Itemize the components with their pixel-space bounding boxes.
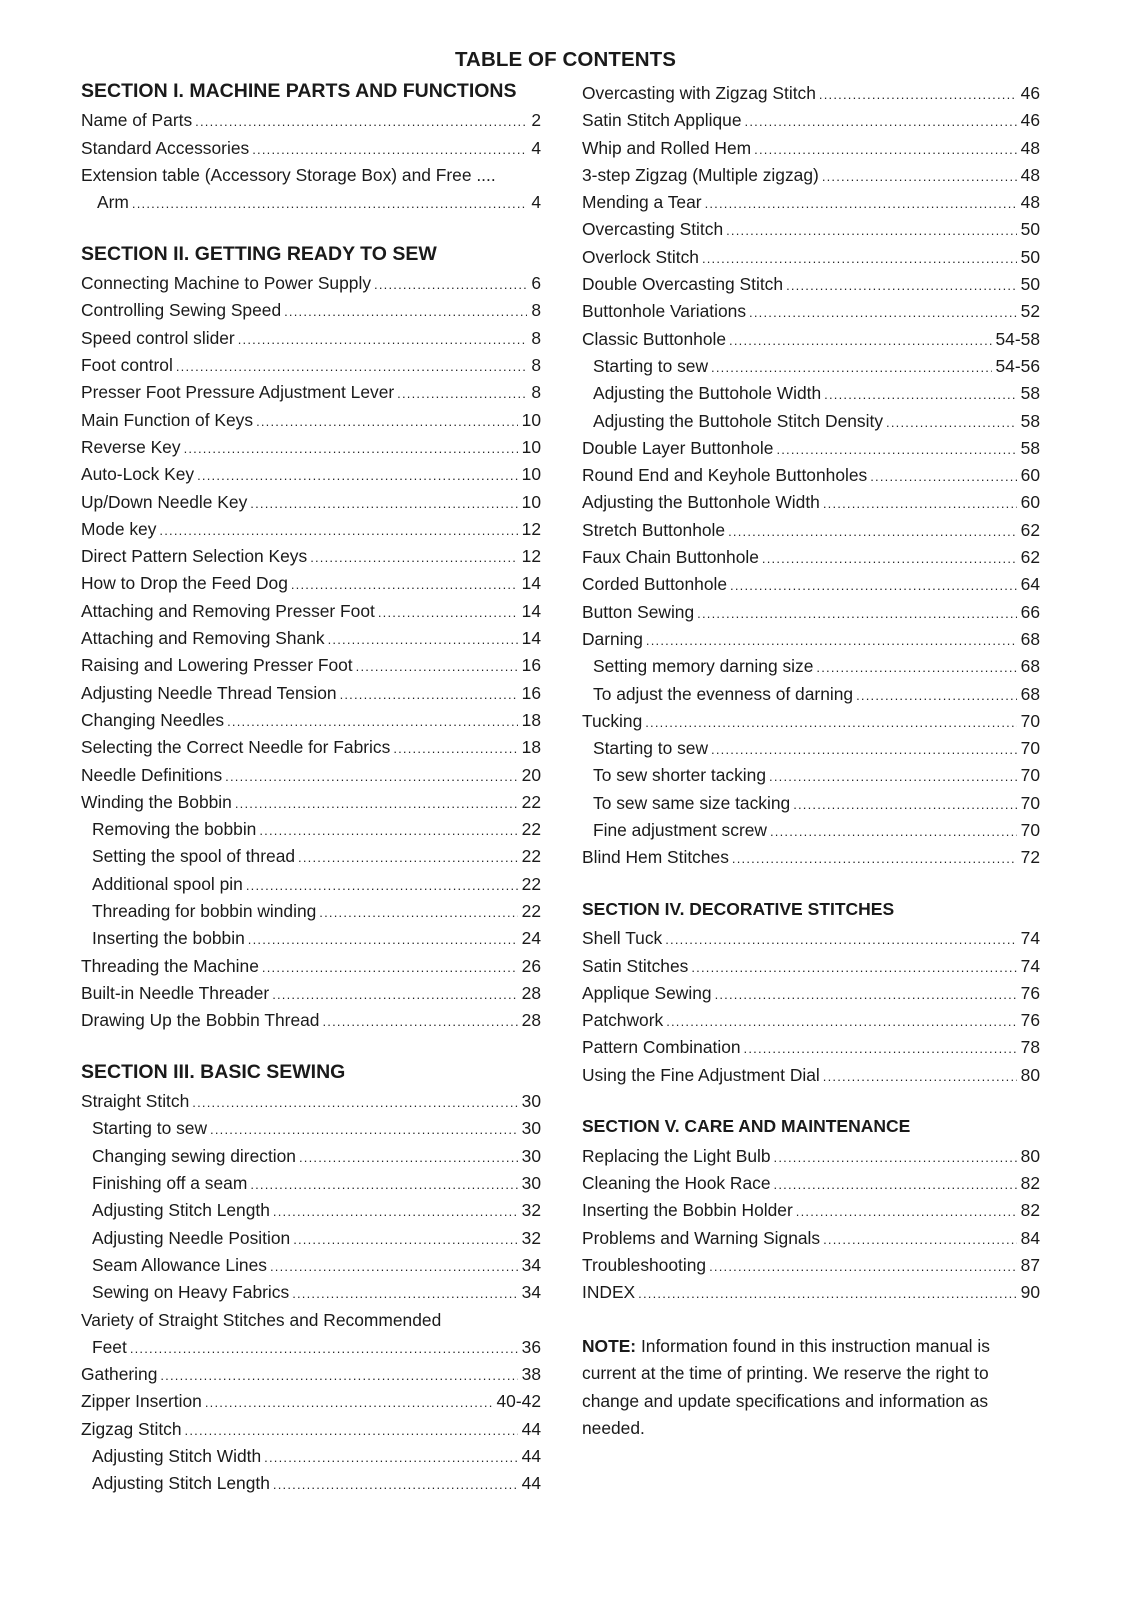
- toc-subentry[interactable]: Adjusting the Buttohole Width ..... 58: [582, 380, 1040, 407]
- toc-entry[interactable]: Tucking ..... 70: [582, 708, 1040, 735]
- section-heading: SECTION V. CARE AND MAINTENANCE: [582, 1116, 911, 1137]
- toc-entry[interactable]: Buttonhole Variations ..... 52: [582, 298, 1040, 325]
- toc-subentry[interactable]: Setting the spool of thread ..... 22: [81, 843, 541, 870]
- toc-entry[interactable]: Classic Buttonhole ..... 54-58: [582, 326, 1040, 353]
- toc-entry[interactable]: Satin Stitch Applique ..... 46: [582, 107, 1040, 134]
- toc-entry[interactable]: Pattern Combination ..... 78: [582, 1034, 1040, 1061]
- toc-subentry[interactable]: Removing the bobbin ..... 22: [81, 816, 541, 843]
- toc-subentry[interactable]: Inserting the bobbin ..... 24: [81, 925, 541, 952]
- toc-entry[interactable]: Controlling Sewing Speed ..... 8: [81, 297, 541, 324]
- toc-entry[interactable]: Inserting the Bobbin Holder ..... 82: [582, 1197, 1040, 1224]
- toc-entry[interactable]: Raising and Lowering Presser Foot ..... 16: [81, 652, 541, 679]
- toc-entry[interactable]: Needle Definitions ..... 20: [81, 762, 541, 789]
- toc-entry[interactable]: Overcasting with Zigzag Stitch ..... 46: [582, 80, 1040, 107]
- toc-entry[interactable]: Arm ..... 4: [81, 189, 541, 216]
- toc-entry[interactable]: Reverse Key ..... 10: [81, 434, 541, 461]
- toc-entry[interactable]: Overcasting Stitch ..... 50: [582, 216, 1040, 243]
- note-text: current at the time of printing. We reserve the right to: [582, 1363, 989, 1384]
- toc-subentry[interactable]: Additional spool pin ..... 22: [81, 871, 541, 898]
- toc-entry[interactable]: Speed control slider ..... 8: [81, 325, 541, 352]
- toc-entry[interactable]: Satin Stitches ..... 74: [582, 953, 1040, 980]
- toc-subentry[interactable]: Starting to sew ..... 70: [582, 735, 1040, 762]
- note-paragraph: [582, 1333, 1040, 1442]
- toc-entry[interactable]: Using the Fine Adjustment Dial ..... 80: [582, 1062, 1040, 1089]
- toc-subentry[interactable]: Finishing off a seam ..... 30: [81, 1170, 541, 1197]
- section-heading: SECTION II. GETTING READY TO SEW: [81, 242, 437, 265]
- toc-entry[interactable]: Patchwork ..... 76: [582, 1007, 1040, 1034]
- note-label: NOTE:: [582, 1335, 637, 1356]
- toc-entry[interactable]: 3-step Zigzag (Multiple zigzag) ..... 48: [582, 162, 1040, 189]
- toc-entry[interactable]: Mode key ..... 12: [81, 516, 541, 543]
- toc-entry[interactable]: Variety of Straight Stitches and Recommended: [81, 1309, 442, 1330]
- toc-entry[interactable]: Feet ..... 36: [81, 1334, 541, 1361]
- toc-entry[interactable]: Gathering ..... 38: [81, 1361, 541, 1388]
- toc-entry[interactable]: Adjusting Needle Thread Tension ..... 16: [81, 680, 541, 707]
- toc-entry[interactable]: Straight Stitch ..... 30: [81, 1088, 541, 1115]
- toc-right-column: [582, 80, 1040, 1442]
- toc-entry[interactable]: Whip and Rolled Hem ..... 48: [582, 135, 1040, 162]
- toc-entry[interactable]: Shell Tuck ..... 74: [582, 925, 1040, 952]
- toc-entry[interactable]: Threading the Machine ..... 26: [81, 953, 541, 980]
- toc-subentry[interactable]: Adjusting Needle Position ..... 32: [81, 1225, 541, 1252]
- toc-left-column: [81, 80, 541, 1498]
- toc-entry[interactable]: Mending a Tear ..... 48: [582, 189, 1040, 216]
- toc-subentry[interactable]: To sew same size tacking ..... 70: [582, 790, 1040, 817]
- toc-entry[interactable]: Zipper Insertion ..... 40-42: [81, 1388, 541, 1415]
- toc-entry[interactable]: Corded Buttonhole ..... 64: [582, 571, 1040, 598]
- toc-entry[interactable]: Attaching and Removing Shank ..... 14: [81, 625, 541, 652]
- toc-entry[interactable]: Zigzag Stitch ..... 44: [81, 1416, 541, 1443]
- page-title: TABLE OF CONTENTS: [454, 48, 677, 71]
- note-text: change and update specifications and information as: [582, 1390, 989, 1411]
- toc-entry[interactable]: Drawing Up the Bobbin Thread ..... 28: [81, 1007, 541, 1034]
- note-text: needed.: [582, 1417, 645, 1438]
- toc-entry[interactable]: Auto-Lock Key ..... 10: [81, 461, 541, 488]
- toc-entry[interactable]: Round End and Keyhole Buttonholes ..... 60: [582, 462, 1040, 489]
- toc-entry[interactable]: Blind Hem Stitches ..... 72: [582, 844, 1040, 871]
- section-heading: SECTION I. MACHINE PARTS AND FUNCTIONS: [81, 80, 517, 102]
- toc-entry[interactable]: Main Function of Keys ..... 10: [81, 407, 541, 434]
- toc-subentry[interactable]: Fine adjustment screw ..... 70: [582, 817, 1040, 844]
- toc-entry[interactable]: Name of Parts ..... 2: [81, 107, 541, 134]
- toc-subentry[interactable]: Setting memory darning size ..... 68: [582, 653, 1040, 680]
- toc-entry[interactable]: Button Sewing ..... 66: [582, 599, 1040, 626]
- toc-entry[interactable]: Double Layer Buttonhole ..... 58: [582, 435, 1040, 462]
- toc-entry[interactable]: Foot control ..... 8: [81, 352, 541, 379]
- toc-entry[interactable]: How to Drop the Feed Dog ..... 14: [81, 570, 541, 597]
- toc-subentry[interactable]: Starting to sew ..... 30: [81, 1115, 541, 1142]
- toc-entry[interactable]: Connecting Machine to Power Supply ..... 6: [81, 270, 541, 297]
- toc-subentry[interactable]: Adjusting Stitch Length ..... 44: [81, 1470, 541, 1497]
- toc-entry[interactable]: Replacing the Light Bulb ..... 80: [582, 1143, 1040, 1170]
- toc-subentry[interactable]: Starting to sew ..... 54-56: [582, 353, 1040, 380]
- toc-entry[interactable]: Built-in Needle Threader ..... 28: [81, 980, 541, 1007]
- toc-entry[interactable]: Extension table (Accessory Storage Box) and Free ....: [81, 164, 496, 185]
- toc-subentry[interactable]: To sew shorter tacking ..... 70: [582, 762, 1040, 789]
- toc-entry[interactable]: Winding the Bobbin ..... 22: [81, 789, 541, 816]
- toc-subentry[interactable]: To adjust the evenness of darning ..... 68: [582, 681, 1040, 708]
- toc-entry[interactable]: INDEX ..... 90: [582, 1279, 1040, 1306]
- toc-entry[interactable]: Changing Needles ..... 18: [81, 707, 541, 734]
- toc-entry[interactable]: Stretch Buttonhole ..... 62: [582, 517, 1040, 544]
- toc-entry[interactable]: Overlock Stitch ..... 50: [582, 244, 1040, 271]
- toc-entry[interactable]: Selecting the Correct Needle for Fabrics ..... 18: [81, 734, 541, 761]
- toc-entry[interactable]: Adjusting the Buttonhole Width ..... 60: [582, 489, 1040, 516]
- note-text: Information found in this instruction manual is: [640, 1335, 990, 1356]
- toc-entry[interactable]: Troubleshooting ..... 87: [582, 1252, 1040, 1279]
- toc-entry[interactable]: Double Overcasting Stitch ..... 50: [582, 271, 1040, 298]
- toc-entry[interactable]: Direct Pattern Selection Keys ..... 12: [81, 543, 541, 570]
- toc-entry[interactable]: Darning ..... 68: [582, 626, 1040, 653]
- section-heading: SECTION IV. DECORATIVE STITCHES: [582, 899, 895, 919]
- toc-entry[interactable]: Applique Sewing ..... 76: [582, 980, 1040, 1007]
- toc-subentry[interactable]: Sewing on Heavy Fabrics ..... 34: [81, 1279, 541, 1306]
- toc-entry[interactable]: Attaching and Removing Presser Foot ..... 14: [81, 598, 541, 625]
- toc-subentry[interactable]: Adjusting the Buttohole Stitch Density ..... 58: [582, 408, 1040, 435]
- toc-entry[interactable]: Faux Chain Buttonhole ..... 62: [582, 544, 1040, 571]
- toc-subentry[interactable]: Seam Allowance Lines ..... 34: [81, 1252, 541, 1279]
- toc-entry[interactable]: Presser Foot Pressure Adjustment Lever ..... 8: [81, 379, 541, 406]
- toc-entry[interactable]: Cleaning the Hook Race ..... 82: [582, 1170, 1040, 1197]
- toc-subentry[interactable]: Changing sewing direction ..... 30: [81, 1143, 541, 1170]
- toc-entry[interactable]: Problems and Warning Signals ..... 84: [582, 1225, 1040, 1252]
- toc-entry[interactable]: Up/Down Needle Key ..... 10: [81, 489, 541, 516]
- section-heading: SECTION III. BASIC SEWING: [81, 1060, 346, 1083]
- toc-entry[interactable]: Standard Accessories ..... 4: [81, 135, 541, 162]
- toc-subentry[interactable]: Adjusting Stitch Width ..... 44: [81, 1443, 541, 1470]
- toc-subentry[interactable]: Threading for bobbin winding ..... 22: [81, 898, 541, 925]
- toc-subentry[interactable]: Adjusting Stitch Length ..... 32: [81, 1197, 541, 1224]
